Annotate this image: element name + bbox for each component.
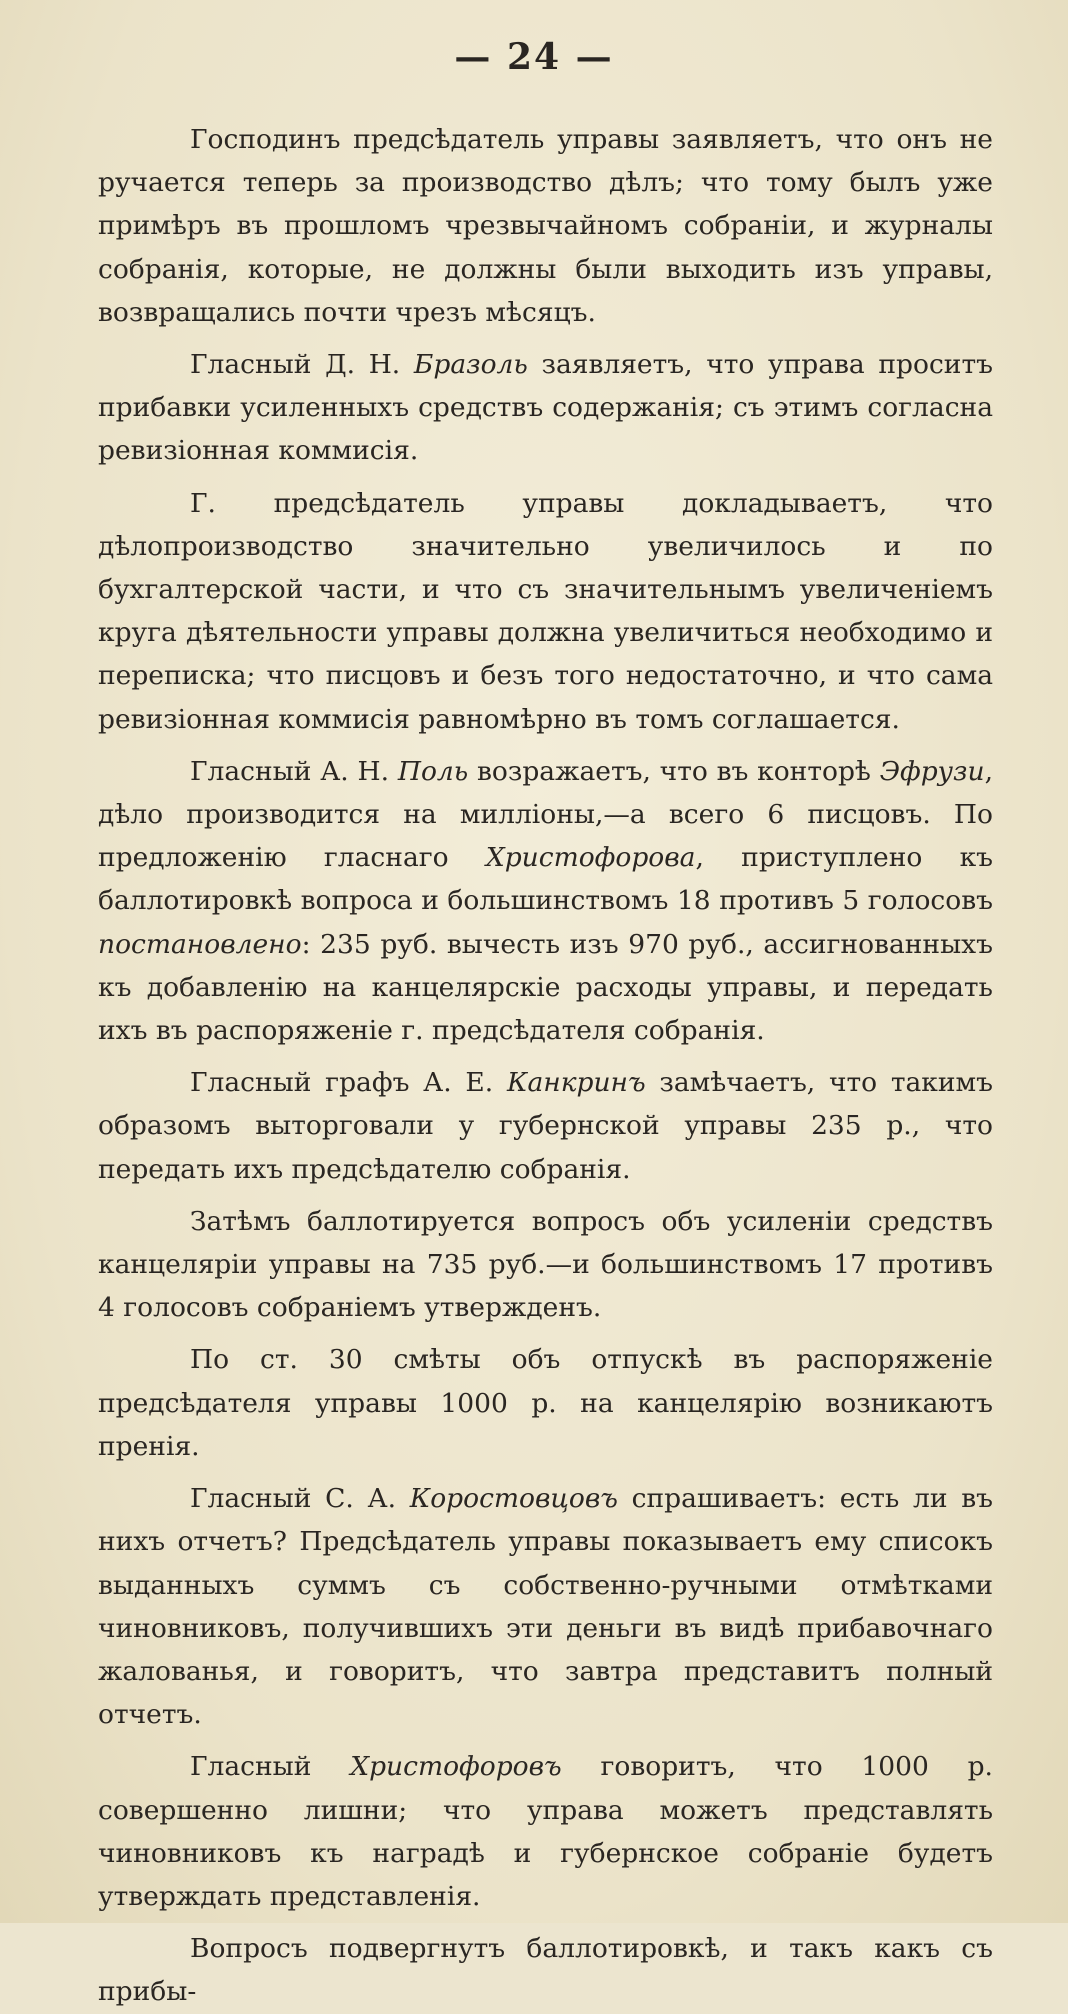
- text-run: Гласный Д. Н.: [190, 349, 414, 381]
- paragraph: [98, 1338, 993, 1468]
- page-number: — 24 —: [454, 36, 614, 78]
- surname-italic: Поль: [397, 755, 469, 787]
- text-run: : 235 руб. вычесть изъ 970 руб., ассигнованныхъ къ добавленію на канцелярскіе расходы управы, и передать ихъ въ распоряженіе г. предсѣдателя собранія.: [98, 928, 993, 1047]
- text-run: , дѣло производится на милліоны,—а всего 6 писцовъ. По предложенію гласнаго: [98, 755, 993, 874]
- text-run: говоритъ, что 1000 р. совершенно лишни; что управа можетъ представлять чиновниковъ къ наградѣ и губернское собраніе будетъ утверждать представленія.: [98, 1751, 993, 1912]
- surname-italic: Бразоль: [413, 349, 528, 381]
- text-run: Гласный: [190, 1751, 351, 1783]
- paragraph: [98, 750, 993, 1052]
- surname-italic: Канкринъ: [506, 1067, 646, 1099]
- paragraph: [98, 118, 993, 334]
- text-run: По ст. 30 смѣты объ отпускѣ въ распоряженіе предсѣдателя управы 1000 р. на канцелярію возникаютъ пренія.: [98, 1344, 993, 1462]
- paragraph: [98, 1061, 993, 1191]
- text-run: Гласный С. А.: [190, 1483, 410, 1515]
- text-run: заявляетъ, что управа проситъ прибавки усиленныхъ средствъ содержанія; съ этимъ согласна ревизіонная коммисія.: [98, 349, 993, 467]
- document-body: [98, 118, 993, 2014]
- text-run: Вопросъ подвергнутъ баллотировкѣ, и такъ какъ съ прибы-: [98, 1933, 993, 2008]
- paragraph: [98, 1200, 993, 1330]
- paragraph: [98, 1745, 993, 1918]
- paragraph: [98, 1927, 993, 2013]
- surname-italic: постановлено: [98, 928, 302, 960]
- paragraph: [98, 343, 993, 473]
- paragraph: [98, 482, 993, 741]
- text-run: Г. предсѣдатель управы докладываетъ, что дѣлопроизводство значительно увеличилось и по бухгалтерской части, и что съ значительнымъ увеличеніемъ круга дѣятельности управы должна увеличиться необходимо и переписка; что писцовъ и безъ того недостаточно, и что сама ревизіонная коммисія равномѣрно въ томъ соглашается.: [98, 487, 993, 735]
- text-run: Затѣмъ баллотируется вопросъ объ усиленіи средствъ канцеляріи управы на 735 руб.—и большинствомъ 17 противъ 4 голосовъ собраніемъ утвержденъ.: [98, 1205, 993, 1324]
- surname-italic: Христофоровъ: [350, 1751, 562, 1783]
- text-run: Господинъ предсѣдатель управы заявляетъ, что онъ не ручается теперь за производство дѣлъ; что тому былъ уже примѣръ въ прошломъ чрезвычайномъ собраніи, и журналы собранія, которые, не должны были выходить изъ управы, возвращались почти чрезъ мѣсяцъ.: [98, 124, 993, 328]
- surname-italic: Христофорова: [485, 842, 696, 874]
- text-run: , приступлено къ баллотировкѣ вопроса и большинствомъ 18 противъ 5 голосовъ: [98, 842, 993, 917]
- paragraph: [98, 1477, 993, 1736]
- text-run: возражаетъ, что въ конторѣ: [468, 755, 880, 787]
- text-run: Гласный А. Н.: [190, 755, 398, 787]
- text-run: спрашиваетъ: есть ли въ нихъ отчетъ? Предсѣдатель управы показываетъ ему списокъ выданныхъ суммъ съ собственно-ручными отмѣтками чиновниковъ, получившихъ эти деньги въ видѣ прибавочнаго жалованья, и говоритъ, что завтра представитъ полный отчетъ.: [98, 1483, 993, 1731]
- text-run: замѣчаетъ, что такимъ образомъ выторговали у губернской управы 235 р., что передать ихъ предсѣдателю собранія.: [98, 1067, 994, 1185]
- text-run: Гласный графъ А. Е.: [190, 1067, 507, 1099]
- surname-italic: Эфрузи: [879, 755, 985, 787]
- surname-italic: Коростовцовъ: [409, 1483, 618, 1515]
